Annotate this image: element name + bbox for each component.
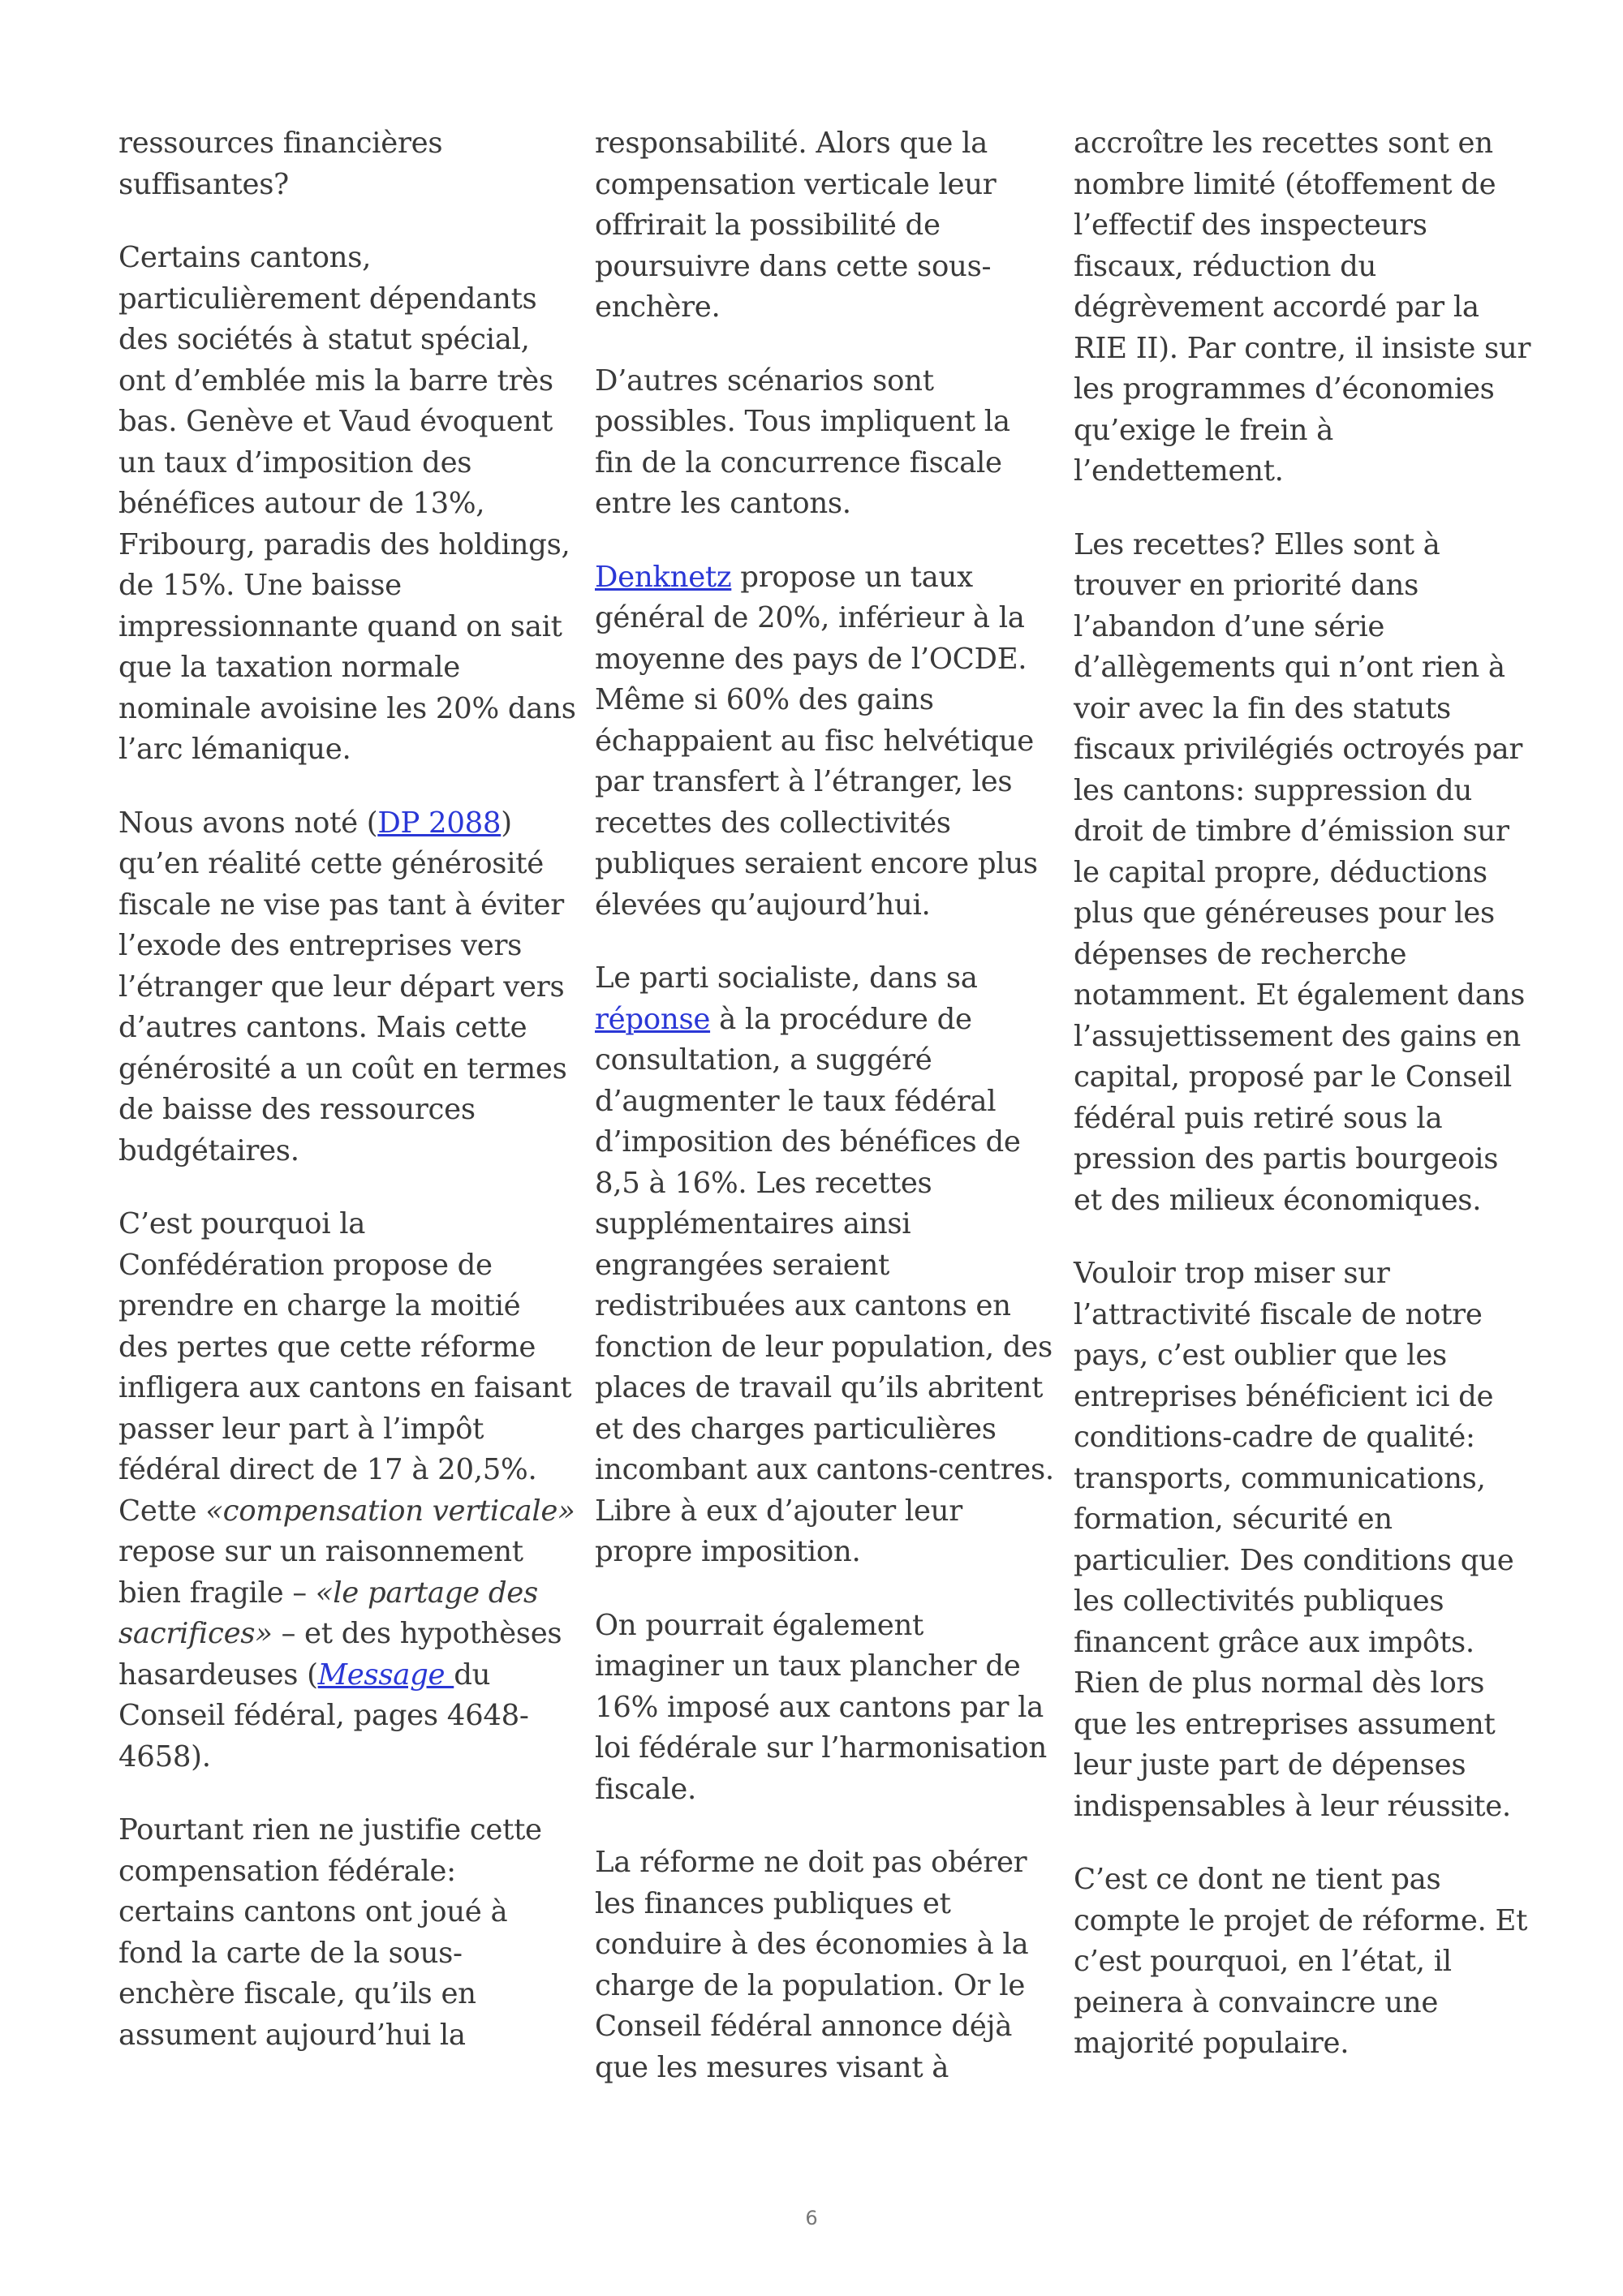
text-line [118, 279, 573, 320]
text-line [595, 247, 1049, 288]
text-line [118, 1892, 573, 1933]
text-segment: conduire à des économies à la [595, 1928, 1029, 1961]
text-line [1074, 1983, 1528, 2024]
text-line [118, 525, 573, 566]
text-line [595, 2006, 1049, 2048]
text-segment: transports, communications, [1074, 1461, 1486, 1495]
text-line [595, 1688, 1049, 1729]
text-segment: D’autres scénarios sont [595, 363, 934, 398]
text-line [118, 1851, 573, 1893]
text-segment: d’imposition des bénéfices de [595, 1125, 1021, 1159]
text-segment: c’est pourquoi, en l’état, il [1074, 1945, 1452, 1978]
text-line [595, 1646, 1049, 1688]
text-line [595, 1245, 1049, 1287]
text-line [1074, 1499, 1528, 1541]
text-segment: enchère. [595, 290, 721, 324]
paragraph [595, 1606, 1049, 1811]
text-line [118, 1409, 573, 1451]
text-line [595, 1204, 1049, 1245]
text-segment: assument aujourd’hui la [118, 2018, 466, 2052]
text-line [595, 402, 1049, 443]
text-segment: Confédération propose de [118, 1248, 493, 1282]
text-segment: qu’exige le frein à [1074, 413, 1334, 447]
text-line [595, 1409, 1049, 1451]
text-line [595, 484, 1049, 525]
text-segment: La réforme ne doit pas obérer [595, 1846, 1027, 1879]
text-line [118, 1933, 573, 1975]
text-line [118, 885, 573, 927]
text-line [595, 1924, 1049, 1966]
text-line [1074, 1860, 1528, 1901]
text-line [118, 1974, 573, 2015]
text-segment: dégrèvement accordé par la [1074, 290, 1479, 324]
text-line [595, 123, 1049, 165]
text-line [595, 1769, 1049, 1811]
text-line [595, 361, 1049, 402]
text-column-2 [595, 123, 1054, 2121]
text-line [1074, 525, 1528, 566]
text-line [118, 803, 573, 845]
text-segment: C’est ce dont ne tient pas [1074, 1863, 1441, 1896]
text-line [595, 1842, 1049, 1884]
text-segment: recettes des collectivités [595, 806, 951, 840]
text-segment: particulièrement dépendants [118, 282, 537, 316]
text-segment: les programmes d’économies [1074, 372, 1495, 406]
text-segment: Certains cantons, [118, 241, 372, 274]
text-line [595, 443, 1049, 484]
text-line [118, 729, 573, 771]
text-line [1074, 1417, 1528, 1459]
text-line [1074, 411, 1528, 452]
inline-link[interactable]: Denknetz [595, 560, 732, 594]
inline-link[interactable]: réponse [595, 1002, 711, 1036]
paragraph [595, 123, 1049, 329]
text-segment: Les recettes? Elles sont à [1074, 527, 1440, 561]
text-segment: supplémentaires ainsi [595, 1207, 911, 1240]
text-line [1074, 451, 1528, 492]
text-line [118, 238, 573, 279]
paragraph [118, 803, 573, 1172]
paragraph [595, 958, 1054, 1573]
text-segment: Rien de plus normal dès lors [1074, 1666, 1485, 1700]
text-line [1074, 1941, 1528, 1983]
text-line [118, 123, 573, 165]
text-segment: de 15%. Une baisse [118, 569, 402, 602]
text-line [595, 885, 1049, 927]
paragraph [595, 361, 1049, 525]
text-line [1074, 247, 1528, 288]
text-line [595, 721, 1049, 763]
text-segment: les finances publiques et [595, 1886, 951, 1920]
text-line [118, 1049, 573, 1090]
text-segment: que la taxation normale [118, 651, 460, 684]
text-line [118, 1655, 573, 1696]
text-line [1074, 935, 1528, 976]
text-line [1074, 1057, 1528, 1099]
text-segment: qu’en réalité cette générosité [118, 847, 544, 880]
text-segment: les collectivités publiques [1074, 1584, 1444, 1618]
text-line [595, 205, 1049, 247]
text-line [595, 1728, 1049, 1769]
text-segment: bien fragile – [118, 1576, 316, 1610]
text-line [595, 1040, 1049, 1081]
text-line [118, 647, 573, 689]
text-segment: budgétaires. [118, 1133, 299, 1167]
text-segment: offrirait la possibilité de [595, 209, 941, 242]
text-segment: consultation, a suggéré [595, 1043, 932, 1077]
text-segment: C’est pourquoi la [118, 1207, 366, 1240]
text-line [1074, 329, 1531, 370]
text-line [1074, 2023, 1528, 2065]
text-segment: de baisse des ressources [118, 1093, 476, 1126]
text-line [595, 1163, 1049, 1205]
text-line [1074, 811, 1528, 853]
text-line [1074, 893, 1528, 935]
text-line [1074, 1745, 1528, 1786]
text-line [595, 1286, 1049, 1327]
text-segment: des sociétés à statut spécial, [118, 323, 530, 356]
text-segment: pays, c’est oublier que les [1074, 1339, 1447, 1372]
text-line [1074, 771, 1528, 812]
inline-link[interactable]: DP 2088 [377, 806, 502, 840]
text-segment: bénéfices autour de 13%, [118, 487, 485, 520]
text-segment: nombre limité (étoffement de [1074, 167, 1496, 201]
text-segment: charge de la population. Or le [595, 1968, 1026, 2002]
text-line [1074, 123, 1528, 165]
text-segment: ressources financières [118, 127, 443, 160]
text-segment: redistribuées aux cantons en [595, 1289, 1011, 1322]
text-line [118, 1491, 573, 1533]
text-line [118, 1008, 573, 1049]
text-segment: et des milieux économiques. [1074, 1183, 1482, 1217]
text-line [595, 1532, 1049, 1573]
text-line [118, 1327, 573, 1369]
text-line [595, 958, 1049, 1000]
text-segment: Nous avons noté ( [118, 806, 378, 840]
text-line [118, 320, 573, 361]
text-line [118, 1090, 573, 1131]
text-line [1074, 1139, 1528, 1180]
text-line [118, 1204, 573, 1245]
text-line [118, 844, 573, 885]
paragraph [1074, 123, 1531, 492]
text-segment: sacrifices» [118, 1617, 273, 1650]
text-line [595, 165, 1049, 206]
text-segment: impressionnante quand on sait [118, 609, 562, 643]
text-line [118, 1810, 573, 1851]
paragraph [1074, 525, 1528, 1222]
text-line [118, 165, 573, 206]
text-segment: Conseil fédéral, pages 4648- [118, 1699, 529, 1732]
text-line [118, 926, 573, 967]
text-segment: Fribourg, paradis des holdings, [118, 527, 570, 561]
text-segment: à la procédure de [710, 1002, 972, 1036]
text-line [595, 1966, 1049, 2007]
text-line [118, 361, 573, 402]
text-segment: publiques seraient encore plus [595, 847, 1038, 880]
text-segment: formation, sécurité en [1074, 1503, 1393, 1536]
text-segment: indispensables à leur réussite. [1074, 1789, 1511, 1823]
text-segment: Cette [118, 1494, 206, 1528]
text-segment: bas. Genève et Vaud évoquent [118, 405, 553, 438]
text-segment: compte le projet de réforme. Et [1074, 1903, 1528, 1937]
text-line [1074, 1623, 1528, 1664]
text-segment: particulier. Des conditions que [1074, 1543, 1514, 1577]
text-segment: Vouloir trop miser sur [1074, 1257, 1390, 1290]
text-segment: fiscaux privilégiés octroyés par [1074, 733, 1523, 766]
text-line [1074, 729, 1528, 771]
text-segment: Pourtant rien ne justifie cette [118, 1813, 542, 1847]
text-line [595, 1606, 1049, 1647]
text-line [1074, 689, 1528, 730]
text-line [595, 639, 1049, 681]
text-line [118, 1614, 573, 1655]
text-segment: passer leur part à l’impôt [118, 1412, 484, 1446]
text-segment: général de 20%, inférieur à la [595, 601, 1025, 634]
text-segment: l’abandon d’une série [1074, 609, 1385, 643]
text-segment: entre les cantons. [595, 487, 851, 520]
text-segment: élevées qu’aujourd’hui. [595, 888, 931, 922]
text-line [118, 967, 573, 1008]
text-line [1074, 1377, 1528, 1418]
text-segment: accroître les recettes sont en [1074, 127, 1493, 160]
text-segment: propre imposition. [595, 1535, 861, 1568]
paragraph [595, 557, 1049, 927]
text-line [1074, 287, 1528, 329]
text-segment: repose sur un raisonnement [118, 1535, 523, 1568]
text-segment: l’arc lémanique. [118, 733, 351, 766]
text-segment: compensation fédérale: [118, 1854, 456, 1888]
text-segment: On pourrait également [595, 1608, 923, 1642]
text-segment: 16% imposé aux cantons par la [595, 1690, 1044, 1724]
page-number: 6 [805, 2207, 818, 2229]
text-segment: fiscale. [595, 1772, 697, 1806]
text-line [1074, 853, 1528, 894]
text-segment: d’augmenter le taux fédéral [595, 1084, 997, 1118]
text-line [118, 1245, 573, 1287]
text-segment: infligera aux cantons en faisant [118, 1371, 572, 1404]
text-segment: fonction de leur population, des [595, 1330, 1053, 1364]
text-line [595, 1450, 1054, 1491]
text-segment: fédéral direct de 17 à 20,5%. [118, 1453, 537, 1486]
text-segment: conditions-cadre de qualité: [1074, 1421, 1475, 1454]
inline-link[interactable]: Message [317, 1658, 454, 1692]
text-segment: l’étranger que leur départ vers [118, 970, 565, 1004]
text-segment: responsabilité. Alors que la [595, 127, 988, 160]
text-segment: hasardeuses ( [118, 1658, 318, 1692]
text-line [118, 1131, 573, 1172]
text-segment: poursuivre dans cette sous- [595, 249, 992, 283]
text-line [1074, 1581, 1528, 1623]
text-column-1 [118, 123, 576, 2088]
text-segment: l’exode des entreprises vers [118, 929, 523, 962]
text-line [118, 1532, 573, 1573]
paragraph [1074, 1253, 1528, 1827]
text-line [595, 2048, 1049, 2089]
text-line [1074, 205, 1528, 247]
paragraph [595, 1842, 1049, 2088]
text-segment: entreprises bénéficient ici de [1074, 1379, 1494, 1413]
text-segment: possibles. Tous impliquent la [595, 405, 1010, 438]
text-segment: RIE II). Par contre, il insiste sur [1074, 331, 1531, 365]
text-segment: loi fédérale sur l’harmonisation [595, 1731, 1047, 1765]
text-segment: places de travail qu’ils abritent [595, 1371, 1044, 1404]
text-segment: du [454, 1658, 491, 1692]
text-segment: 4658). [118, 1739, 211, 1774]
text-segment: fin de la concurrence fiscale [595, 445, 1002, 479]
text-line [595, 1081, 1049, 1123]
paragraph [118, 238, 576, 771]
text-line [1074, 1663, 1528, 1705]
text-line [1074, 1705, 1528, 1746]
text-line [595, 1368, 1049, 1409]
text-segment: Libre à eux d’ajouter leur [595, 1494, 962, 1528]
text-segment: «compensation verticale» [205, 1494, 575, 1528]
text-segment: l’endettement. [1074, 454, 1284, 488]
text-line [118, 402, 573, 443]
text-line [118, 1696, 573, 1737]
text-line [1074, 565, 1528, 607]
text-segment: ont d’emblée mis la barre très [118, 363, 553, 398]
text-segment: que les mesures visant à [595, 2050, 949, 2084]
text-line [595, 844, 1049, 885]
text-segment: par transfert à l’étranger, les [595, 765, 1013, 798]
text-segment: dépenses de recherche [1074, 937, 1407, 971]
text-segment: que les entreprises assument [1074, 1707, 1496, 1741]
text-segment: majorité populaire. [1074, 2027, 1350, 2060]
text-line [595, 1491, 1049, 1533]
text-line [1074, 1017, 1528, 1058]
text-line [118, 689, 576, 730]
text-line [595, 1884, 1049, 1925]
text-line [118, 484, 573, 525]
text-line [595, 287, 1049, 329]
text-line [118, 1737, 573, 1778]
text-segment: fond la carte de la sous- [118, 1936, 463, 1970]
text-segment: fédéral puis retiré sous la [1074, 1101, 1443, 1135]
text-line [1074, 1295, 1528, 1336]
text-segment: le capital propre, déductions [1074, 855, 1487, 889]
paragraph [118, 1204, 573, 1778]
text-segment: compensation verticale leur [595, 167, 997, 201]
text-segment: plus que généreuses pour les [1074, 896, 1495, 930]
text-segment: l’effectif des inspecteurs [1074, 209, 1427, 242]
text-line [595, 598, 1049, 639]
text-segment: l’attractivité fiscale de notre [1074, 1297, 1483, 1331]
text-segment: l’assujettissement des gains en [1074, 1019, 1521, 1053]
text-segment: incombant aux cantons-centres. [595, 1453, 1054, 1486]
text-segment: enchère fiscale, qu’ils en [118, 1977, 476, 2010]
text-line [1074, 165, 1528, 206]
text-line [118, 1573, 573, 1615]
text-line [1074, 1180, 1528, 1222]
text-segment: notamment. Et également dans [1074, 978, 1526, 1012]
text-line [1074, 1901, 1528, 1942]
text-segment: un taux d’imposition des [118, 445, 472, 479]
text-segment: Même si 60% des gains [595, 683, 934, 716]
text-segment: trouver en priorité dans [1074, 569, 1419, 602]
text-segment: d’autres cantons. Mais cette [118, 1011, 527, 1044]
text-segment: les cantons: suppression du [1074, 773, 1473, 807]
text-segment: Le parti socialiste, dans sa [595, 961, 978, 995]
text-segment: suffisantes? [118, 167, 289, 201]
text-line [118, 565, 573, 607]
text-segment: et des charges particulières [595, 1412, 997, 1446]
text-line [118, 1286, 573, 1327]
text-segment: leur juste part de dépenses [1074, 1748, 1466, 1782]
text-segment: droit de timbre d’émission sur [1074, 815, 1509, 848]
text-segment: fiscaux, réduction du [1074, 249, 1377, 283]
text-segment: financent grâce aux impôts. [1074, 1625, 1474, 1659]
text-line [1074, 607, 1528, 648]
paragraph [118, 123, 573, 205]
text-segment: engrangées seraient [595, 1248, 889, 1282]
text-line [595, 762, 1049, 803]
text-line [118, 607, 573, 648]
text-line [595, 1122, 1049, 1163]
text-line [118, 1368, 573, 1409]
text-segment: – et des hypothèses [272, 1617, 562, 1650]
paragraph [1074, 1860, 1528, 2065]
text-segment: peinera à convaincre une [1074, 1985, 1439, 2019]
text-segment: d’allègements qui n’ont rien à [1074, 651, 1505, 684]
paragraph [118, 1810, 573, 2056]
text-segment: 8,5 à 16%. Les recettes [595, 1166, 932, 1200]
text-line [595, 1327, 1053, 1369]
text-line [1074, 975, 1528, 1017]
text-line [118, 2015, 573, 2057]
text-segment: nominale avoisine les 20% dans [118, 691, 576, 725]
text-line [595, 557, 1049, 599]
text-segment: Conseil fédéral annonce déjà [595, 2010, 1013, 2043]
text-segment: certains cantons ont joué à [118, 1895, 508, 1928]
text-segment: pression des partis bourgeois [1074, 1142, 1499, 1176]
text-segment: propose un taux [731, 560, 973, 594]
text-segment: fiscale ne vise pas tant à éviter [118, 888, 564, 922]
text-line [595, 1000, 1049, 1041]
text-line [595, 680, 1049, 721]
text-line [118, 1450, 573, 1491]
text-segment: moyenne des pays de l’OCDE. [595, 642, 1027, 676]
text-line [1074, 1786, 1528, 1828]
text-column-3 [1074, 123, 1531, 2097]
text-segment: capital, proposé par le Conseil [1074, 1060, 1512, 1094]
text-line [1074, 369, 1528, 411]
text-line [118, 443, 573, 484]
text-line [1074, 1253, 1528, 1295]
text-line [1074, 647, 1528, 689]
text-segment: générosité a un coût en termes [118, 1051, 567, 1086]
text-line [595, 803, 1049, 845]
text-segment: voir avec la fin des statuts [1074, 691, 1451, 725]
text-segment: prendre en charge la moitié [118, 1289, 521, 1322]
text-line [1074, 1099, 1528, 1140]
text-line [1074, 1335, 1528, 1377]
text-segment: des pertes que cette réforme [118, 1330, 536, 1364]
text-line [1074, 1541, 1528, 1582]
text-segment: imaginer un taux plancher de [595, 1649, 1021, 1683]
text-segment: échappaient au fisc helvétique [595, 724, 1035, 758]
text-segment: ) [501, 806, 512, 840]
text-segment: «le partage des [315, 1576, 538, 1610]
text-line [1074, 1459, 1528, 1500]
